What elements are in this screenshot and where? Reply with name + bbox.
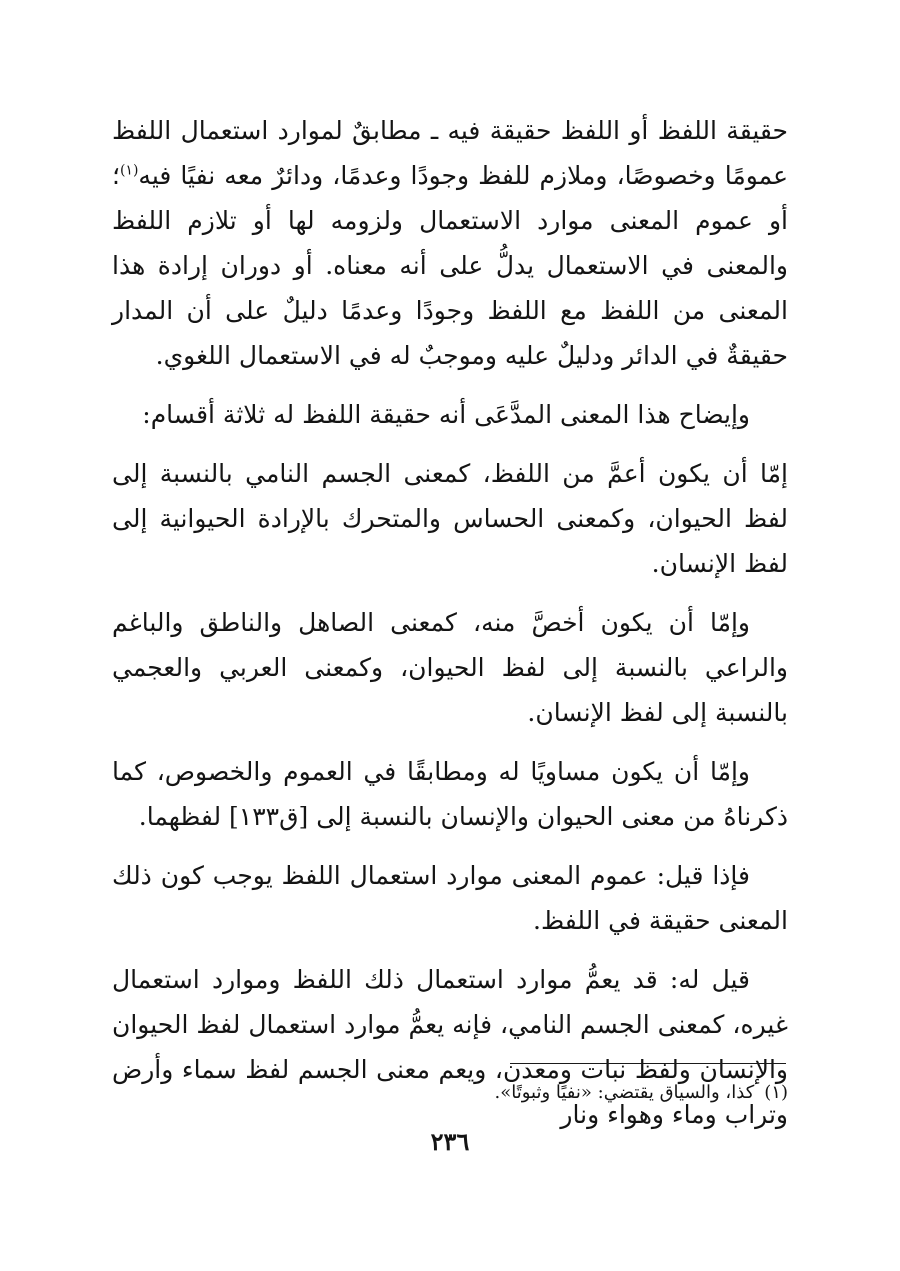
paragraph-7: قيل له: قد يعمُّ موارد استعمال ذلك اللفظ وموارد استعمال غيره، كمعنى الجسم النامي، فإنه يعمُّ موارد استعمال لفظ الحيوان والإنسان ولفظ نبات ومعدن، ويعم معنى الجسم لفظ سماء وأرض وتراب وماء وهواء ونار <box>112 965 788 1129</box>
footnote-text: كذا، والسياق يقتضي: «نفيًا وثبوتًا». <box>494 1082 755 1103</box>
footnote-reference[interactable]: (١) <box>119 162 139 179</box>
paragraph-1-text-b: ؛ أو عموم المعنى موارد الاستعمال ولزومه لها أو تلازم اللفظ والمعنى في الاستعمال يدلُّ على أنه معناه. أو دوران إرادة هذا المعنى من اللفظ مع اللفظ وجودًا وعدمًا دليلٌ على أن المدار حقيقةٌ في الدائر ودليلٌ عليه وموجبٌ له في الاستعمال اللغوي. <box>112 161 788 370</box>
paragraph-1-text-a: حقيقة اللفظ أو اللفظ حقيقة فيه ـ مطابقٌ لموارد استعمال اللفظ عمومًا وخصوصًا، وملازم للفظ وجودًا وعدمًا، ودائرٌ معه نفيًا فيه <box>112 116 788 190</box>
paragraph-2: وإيضاح هذا المعنى المدَّعَى أنه حقيقة اللفظ له ثلاثة أقسام: <box>142 400 750 429</box>
page-number: ٢٣٦ <box>430 1127 470 1156</box>
footnote-number: (١) <box>764 1082 788 1103</box>
paragraph-1 <box>112 108 788 378</box>
paragraph-5: وإمّا أن يكون مساويًا له ومطابقًا في العموم والخصوص، كما ذكرناهُ من معنى الحيوان والإنسان بالنسبة إلى [ق١٣٣] لفظهما. <box>112 757 788 831</box>
paragraph-4: وإمّا أن يكون أخصَّ منه، كمعنى الصاهل والناطق والباغم والراعي بالنسبة إلى لفظ الحيوان، وكمعنى العربي والعجمي بالنسبة إلى لفظ الإنسان. <box>112 608 788 727</box>
footnote-divider <box>510 1063 786 1064</box>
page-body <box>112 108 788 1151</box>
paragraph-3: إمّا أن يكون أعمَّ من اللفظ، كمعنى الجسم النامي بالنسبة إلى لفظ الحيوان، وكمعنى الحساس والمتحرك بالإرادة الحيوانية إلى لفظ الإنسان. <box>112 459 788 578</box>
footnote <box>112 1078 788 1108</box>
paragraph-6: فإذا قيل: عموم المعنى موارد استعمال اللفظ يوجب كون ذلك المعنى حقيقة في اللفظ. <box>112 861 788 935</box>
